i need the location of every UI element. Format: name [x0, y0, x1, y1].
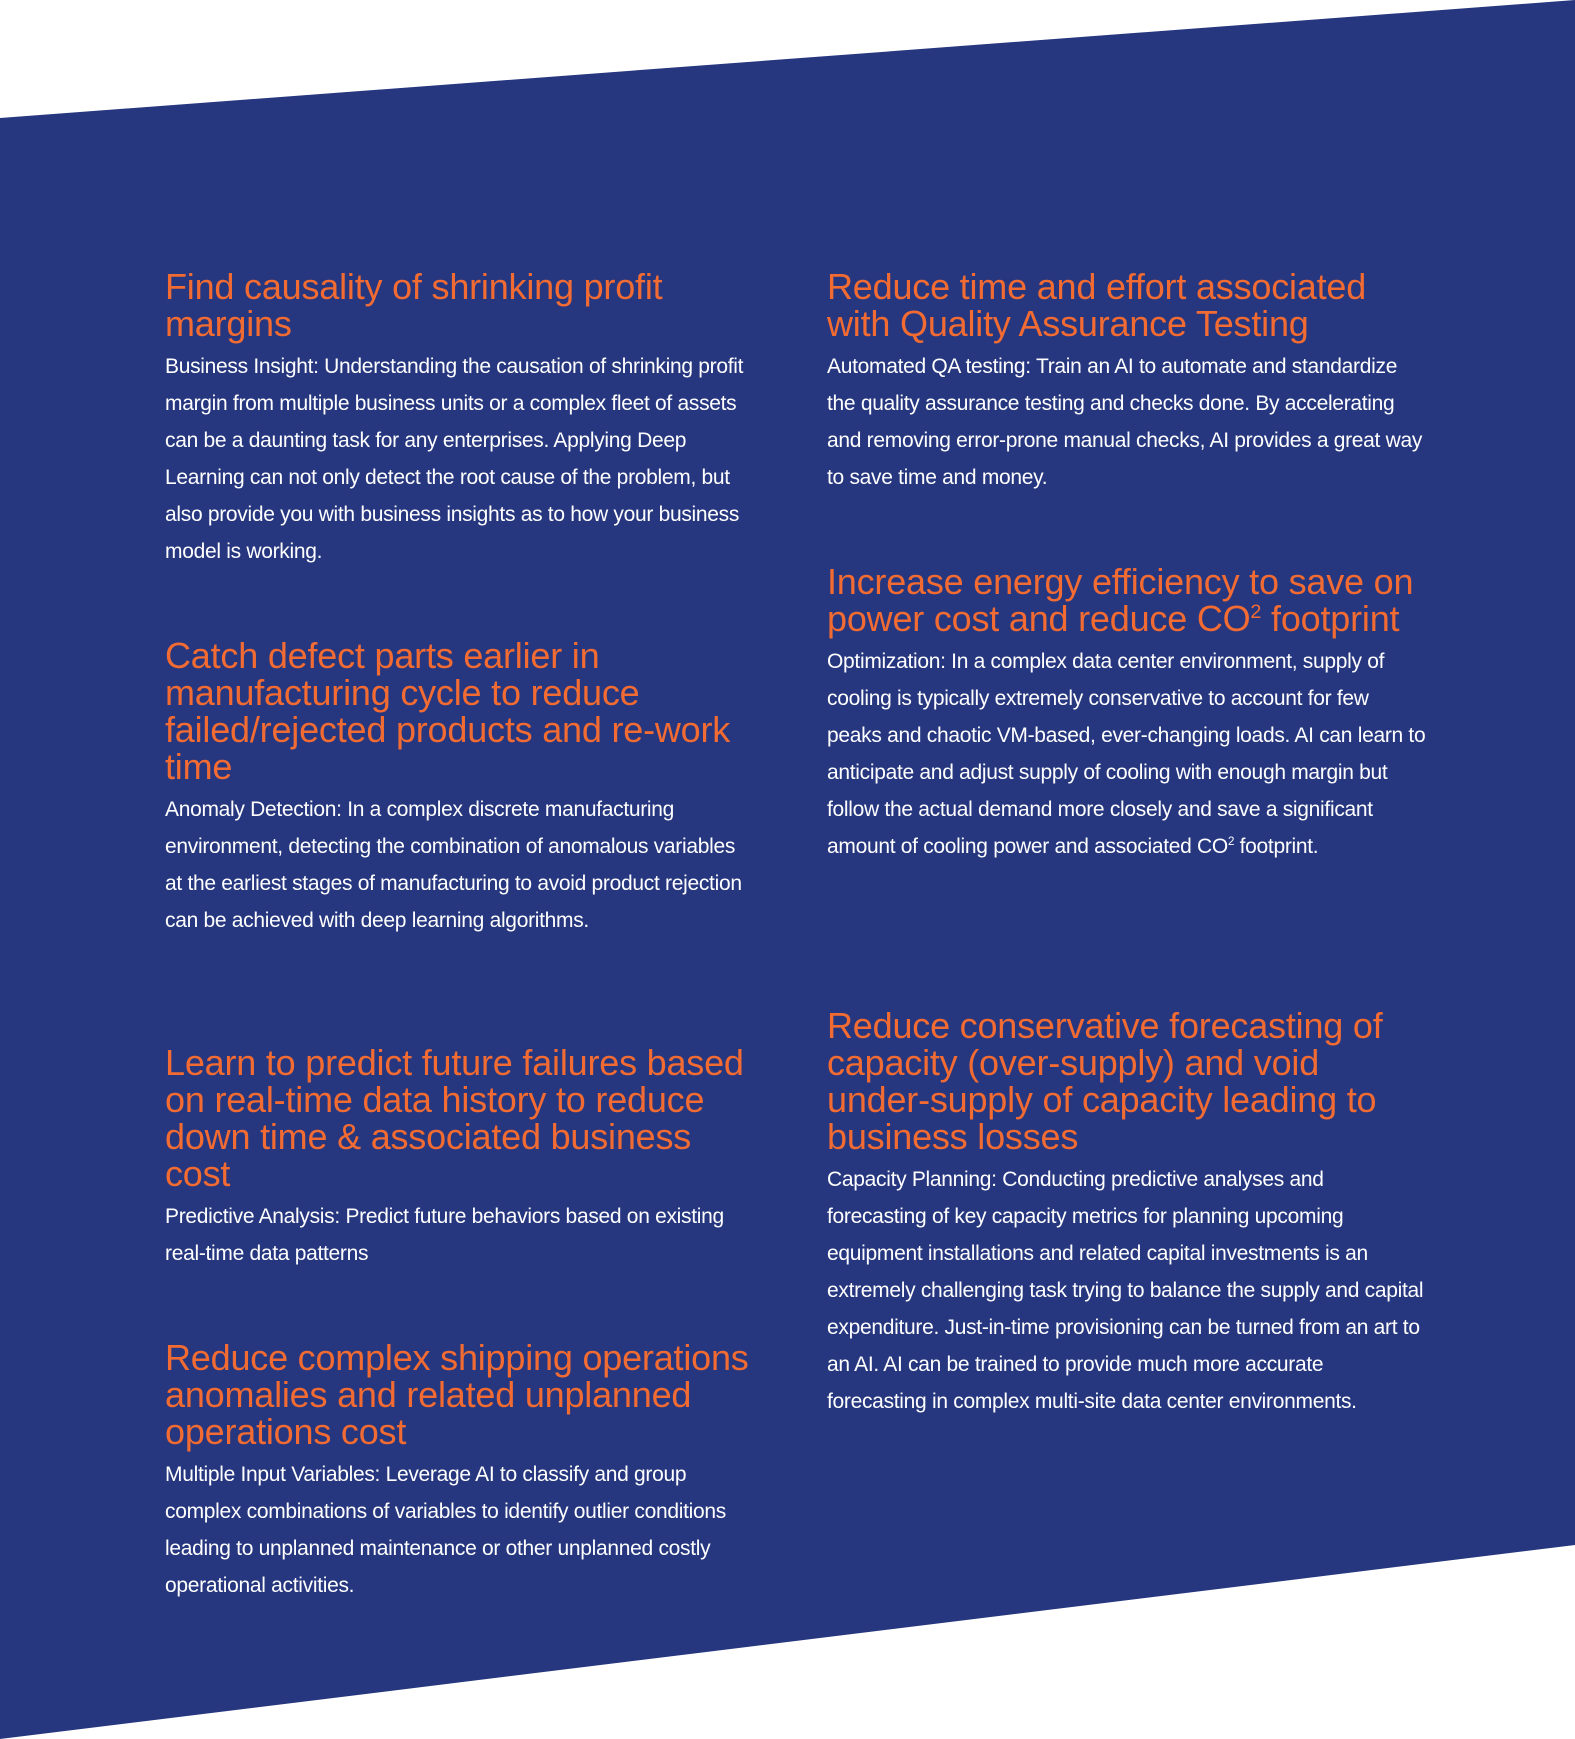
section-heading: Reduce time and effort associated with Quality Assurance Testing	[827, 266, 1367, 344]
section-body: Business Insight: Understanding the causation of shrinking profit margin from multiple business units or a complex fleet of assets can be a daunting task for any enterprises. Applying Deep Learning can not only detect the root cause of the problem, but also provide you with business insights as to how your business model is working.	[165, 355, 744, 563]
section-body: Multiple Input Variables: Leverage AI to classify and group complex combinations of variables to identify outlier conditions leading to unplanned maintenance or other unplanned costly operational activities.	[165, 1463, 726, 1597]
section-energy-efficiency	[827, 563, 1427, 865]
section-body: Capacity Planning: Conducting predictive analyses and forecasting of key capacity metrics for planning upcoming equipment installations and related capital investments is an extremely challenging task trying to balance the supply and capital expenditure. Just-in-time provisioning can be turned from an art to an AI. AI can be trained to provide much more accurate forecasting in complex multi-site data center environments.	[827, 1168, 1424, 1413]
section-heading: Reduce conservative forecasting of capacity (over-supply) and void under-supply of capacity leading to business losses	[827, 1005, 1383, 1157]
section-body: Anomaly Detection: In a complex discrete manufacturing environment, detecting the combination of anomalous variables at the earliest stages of manufacturing to avoid product rejection can be achieved with deep learning algorithms.	[165, 798, 742, 932]
section-qa-testing	[827, 268, 1427, 496]
section-body: Optimization: In a complex data center environment, supply of cooling is typically extremely conservative to account for few peaks and chaotic VM-based, ever-changing loads. AI can learn to anticipate and adjust supply of cooling with enough margin but follow the actual demand more closely and save a significant amount of cooling power and associated $CO^2$ footprint.	[827, 650, 1426, 858]
section-profit-margins	[165, 268, 755, 570]
section-defect-parts	[165, 637, 755, 939]
section-heading: Increase energy efficiency to save on power cost and reduce $CO^2$ footprint	[827, 561, 1414, 639]
section-body: Predictive Analysis: Predict future behaviors based on existing real-time data patterns	[165, 1205, 724, 1265]
section-heading: Reduce complex shipping operations anomalies and related unplanned operations cost	[165, 1337, 749, 1452]
section-heading: Learn to predict future failures based on real-time data history to reduce down time & associated business cost	[165, 1042, 744, 1194]
section-predict-failures	[165, 1044, 755, 1272]
section-shipping-anomalies	[165, 1339, 755, 1604]
section-body: Automated QA testing: Train an AI to automate and standardize the quality assurance testing and checks done. By accelerating and removing error-prone manual checks, AI provides a great way to save time and money.	[827, 355, 1423, 489]
section-heading: Find causality of shrinking profit margins	[165, 266, 663, 344]
section-heading: Catch defect parts earlier in manufacturing cycle to reduce failed/rejected products and re-work time	[165, 635, 731, 787]
section-capacity-forecasting	[827, 1007, 1427, 1420]
